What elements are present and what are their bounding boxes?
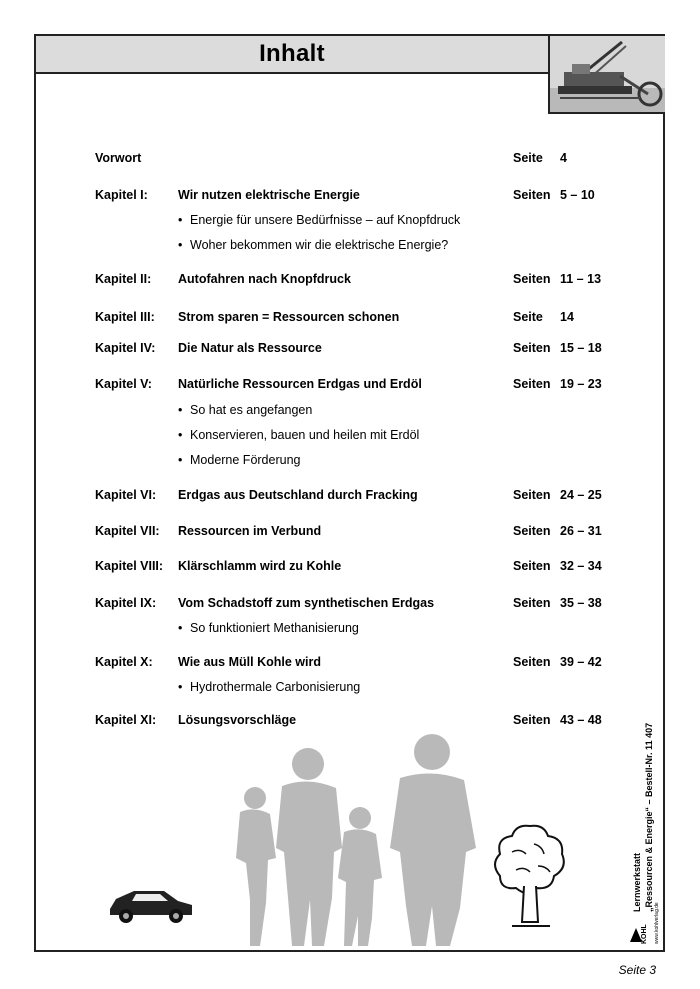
page-number: Seite 3 (618, 963, 656, 977)
chapter-title: Autofahren nach Knopfdruck (178, 272, 351, 286)
chapter-title: Natürliche Ressourcen Erdgas und Erdöl (178, 377, 422, 391)
page-range: 5 – 10 (560, 188, 595, 202)
toc-subitem: • Konservieren, bauen und heilen mit Erdöl (178, 428, 420, 442)
sidebar-imprint (626, 680, 666, 950)
chapter-title: Wir nutzen elektrische Energie (178, 188, 360, 202)
seite-label: Seiten (513, 188, 551, 202)
seite-label: Seiten (513, 524, 551, 538)
chapter-title: Ressourcen im Verbund (178, 524, 322, 538)
toc-subitem: • Energie für unsere Bedürfnisse – auf Knopfdruck (178, 213, 461, 227)
page-range: 15 – 18 (560, 341, 602, 355)
chapter-label: Kapitel X: (95, 655, 153, 669)
page-range: 35 – 38 (560, 596, 602, 610)
chapter-label: Kapitel IV: (95, 341, 156, 355)
chapter-label: Kapitel XI: (95, 713, 157, 727)
chapter-label: Kapitel VIII: (95, 559, 164, 573)
chapter-label: Kapitel II: (95, 272, 152, 286)
toc-subitem: • Moderne Förderung (178, 453, 301, 467)
toc-subitem: • So hat es angefangen (178, 403, 313, 417)
chapter-label: Kapitel IX: (95, 596, 157, 610)
toc-subitem: • So funktioniert Methanisierung (178, 621, 359, 635)
chapter-label: Kapitel VII: (95, 524, 160, 538)
seite-label: Seiten (513, 377, 551, 391)
title-bar (36, 36, 548, 74)
page-range: 14 (560, 310, 574, 324)
car-illustration (106, 885, 196, 925)
chapter-label: Vorwort (95, 151, 142, 165)
seite-label: Seiten (513, 488, 551, 502)
publisher-name: KOHL (641, 924, 648, 944)
chapter-title: Wie aus Müll Kohle wird (178, 655, 321, 669)
publisher-url: www.kohlverlag.de (654, 902, 660, 944)
page-range: 11 – 13 (560, 272, 602, 286)
family-silhouette-illustration (220, 728, 490, 948)
seite-label: Seiten (513, 341, 551, 355)
chapter-label: Kapitel III: (95, 310, 155, 324)
tree-illustration (492, 822, 568, 930)
page-range: 24 – 25 (560, 488, 602, 502)
seite-label: Seiten (513, 272, 551, 286)
chapter-title: Strom sparen = Ressourcen schonen (178, 310, 400, 324)
seite-label: Seiten (513, 559, 551, 573)
imprint-line-2: „Ressourcen & Energie“ – Bestell-Nr. 11 407 (644, 722, 654, 912)
seite-label: Seiten (513, 713, 551, 727)
seite-label: Seiten (513, 655, 551, 669)
page-range: 19 – 23 (560, 377, 602, 391)
seite-label: Seite (513, 151, 543, 165)
chapter-label: Kapitel V: (95, 377, 152, 391)
chapter-title: Klärschlamm wird zu Kohle (178, 559, 342, 573)
chapter-label: Kapitel VI: (95, 488, 157, 502)
chapter-title: Erdgas aus Deutschland durch Fracking (178, 488, 418, 502)
page-range: 26 – 31 (560, 524, 602, 538)
page-title: Inhalt (259, 40, 325, 67)
page-range: 32 – 34 (560, 559, 602, 573)
imprint-line-1: Lernwerkstatt (632, 852, 642, 912)
chapter-title: Die Natur als Ressource (178, 341, 322, 355)
page-range: 39 – 42 (560, 655, 602, 669)
chapter-label: Kapitel I: (95, 188, 148, 202)
toc-subitem: • Woher bekommen wir die elektrische Energie? (178, 238, 449, 252)
chapter-title: Vom Schadstoff zum synthetischen Erdgas (178, 596, 435, 610)
chapter-title: Lösungsvorschläge (178, 713, 297, 727)
seite-label: Seite (513, 310, 543, 324)
seite-label: Seiten (513, 596, 551, 610)
toc-subitem: • Hydrothermale Carbonisierung (178, 680, 361, 694)
page-range: 4 (560, 151, 567, 165)
page-range: 43 – 48 (560, 713, 602, 727)
excavator-photo (548, 36, 665, 114)
